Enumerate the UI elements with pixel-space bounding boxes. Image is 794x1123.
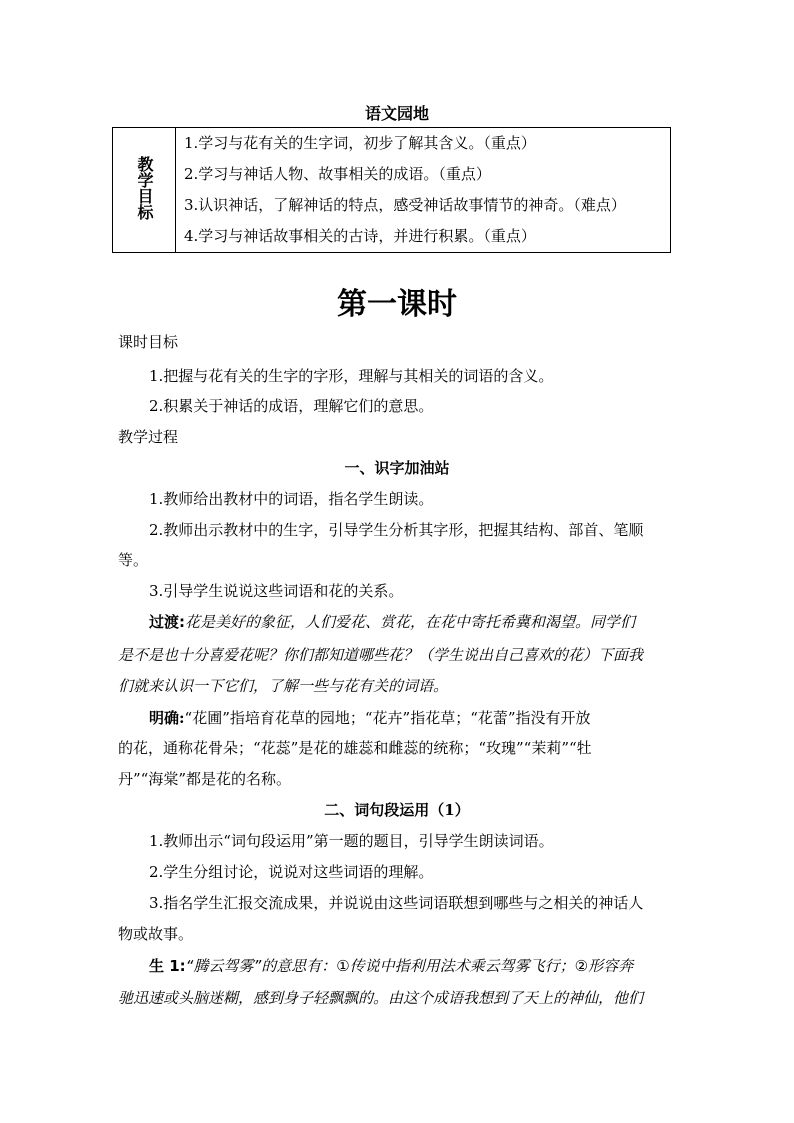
transition-line xyxy=(149,612,635,632)
step-item: 1.教师出示“词句段运用”第一题的题目，引导学生朗读词语。 xyxy=(149,832,554,850)
teaching-goals-label-cell xyxy=(113,128,176,253)
objectives-heading: 课时目标 xyxy=(118,333,179,351)
student-label: 生 1: xyxy=(149,957,186,975)
teaching-goals-list xyxy=(176,128,671,253)
document-title: 语文园地 xyxy=(364,104,429,123)
lesson-title: 第一课时 xyxy=(337,287,457,322)
clarify-text: “花圃”指培育花草的园地；“花卉”指花草；“花蕾”指没有开放 xyxy=(184,709,591,727)
step-item-continued: 等。 xyxy=(118,551,149,569)
objective-item: 2.积累关于神话的成语，理解它们的意思。 xyxy=(149,397,434,415)
step-item: 2.教师出示教材中的生字，引导学生分析其字形，把握其结构、部首、笔顺 xyxy=(149,521,644,539)
clarify-line: 的花，通称花骨朵；“花蕊”是花的雄蕊和雌蕊的统称；“玫瑰”“茉莉”“牡 xyxy=(118,739,592,757)
goal-item: 4.学习与神话故事相关的古诗，并进行积累。（重点） xyxy=(184,227,536,245)
goal-item: 3.认识神话，了解神话的特点，感受神话故事情节的神奇。（难点） xyxy=(184,196,626,214)
step-item: 2.学生分组讨论，说说对这些词语的理解。 xyxy=(149,863,434,881)
teaching-goals-table xyxy=(112,127,671,253)
step-item: 1.教师给出教材中的词语，指名学生朗读。 xyxy=(149,490,434,508)
student-answer-line xyxy=(149,956,633,976)
objective-item: 1.把握与花有关的生字的字形，理解与其相关的词语的含义。 xyxy=(149,367,554,385)
step-item-continued: 物或故事。 xyxy=(118,925,194,943)
clarify-line: 丹”“海棠”都是花的名称。 xyxy=(118,770,292,788)
goal-item: 1.学习与花有关的生字词，初步了解其含义。（重点） xyxy=(184,134,536,152)
transition-label: 过渡: xyxy=(149,613,185,631)
clarify-label: 明确: xyxy=(149,709,185,727)
clarify-line xyxy=(149,708,591,728)
student-answer-text: “腾云驾雾”的意思有：①传说中指利用法术乘云驾雾飞行；②形容奔 xyxy=(185,957,634,975)
transition-line: 们就来认识一下它们，了解一些与花有关的词语。 xyxy=(118,677,449,695)
step-item: 3.引导学生说说这些词语和花的关系。 xyxy=(149,582,404,600)
process-heading: 教学过程 xyxy=(118,428,179,446)
section-heading: 二、词句段运用（1） xyxy=(324,801,470,819)
transition-text: 花是美好的象征，人们爱花、赏花，在花中寄托希冀和渴望。同学们 xyxy=(185,613,636,631)
student-answer-line: 驰迅速或头脑迷糊，感到身子轻飘飘的。由这个成语我想到了天上的神仙，他们 xyxy=(118,989,644,1007)
goal-item: 2.学习与神话人物、故事相关的成语。（重点） xyxy=(184,165,491,183)
step-item: 3.指名学生汇报交流成果，并说说由这些词语联想到哪些与之相关的神话人 xyxy=(149,894,644,912)
transition-line: 是不是也十分喜爱花呢？你们都知道哪些花？（学生说出自己喜欢的花）下面我 xyxy=(118,646,644,664)
section-heading: 一、识字加油站 xyxy=(344,459,450,477)
teaching-goals-label: 教学目标 xyxy=(135,156,154,220)
